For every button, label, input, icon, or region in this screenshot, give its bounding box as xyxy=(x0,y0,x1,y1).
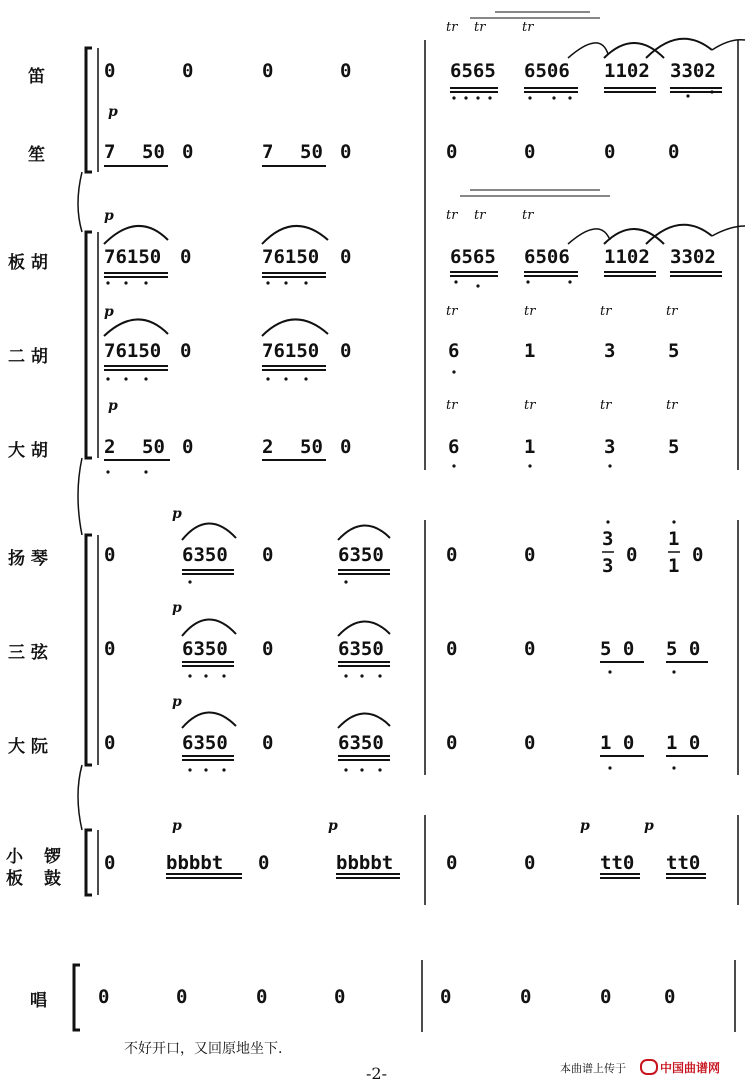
note: 3302 xyxy=(670,60,716,82)
note: bbbbt xyxy=(336,852,394,874)
note: 0 xyxy=(340,436,352,458)
note: 5 0 xyxy=(666,638,701,660)
note: 0 xyxy=(520,986,532,1008)
dynamic-p: p xyxy=(104,304,114,320)
note: 0 xyxy=(262,544,274,566)
trill-mark: tr xyxy=(446,20,458,35)
trill-mark: tr xyxy=(666,304,678,319)
note: 76150 xyxy=(104,246,162,268)
note: 6350 xyxy=(338,638,384,660)
note: 6506 xyxy=(524,60,570,82)
winds-bracket xyxy=(86,48,92,172)
note: 0 xyxy=(524,732,536,754)
note: 0 xyxy=(262,732,274,754)
note: 0 xyxy=(600,986,612,1008)
dynamic-p: p xyxy=(172,694,182,710)
note-chord-top: 1 xyxy=(668,528,680,550)
note: 0 xyxy=(340,246,352,268)
dynamic-p: p xyxy=(108,104,118,120)
note: 0 xyxy=(446,544,458,566)
note: 0 xyxy=(446,638,458,660)
dynamic-p: p xyxy=(580,818,590,834)
note-chord-top: 3 xyxy=(602,528,614,550)
note: 5 xyxy=(668,340,680,362)
note: 0 xyxy=(98,986,110,1008)
note: 0 xyxy=(524,638,536,660)
note: 0 xyxy=(182,141,194,163)
site-logo-icon xyxy=(640,1059,658,1075)
note: 0 xyxy=(180,340,192,362)
note: 0 xyxy=(262,638,274,660)
percussion-bracket xyxy=(86,830,92,895)
instrument-erhu: 二 胡 xyxy=(8,347,48,367)
trill-mark: tr xyxy=(600,398,612,413)
note: 0 xyxy=(182,60,194,82)
note: 3302 xyxy=(670,246,716,268)
brace-2 xyxy=(78,458,82,535)
trill-mark: tr xyxy=(446,398,458,413)
note: 0 xyxy=(664,986,676,1008)
footer-site-name[interactable]: 中国曲谱网 xyxy=(660,1061,721,1075)
note: 1102 xyxy=(604,60,650,82)
note: 50 xyxy=(300,436,323,458)
instrument-chang: 唱 xyxy=(30,991,47,1011)
note: 3 xyxy=(604,340,616,362)
note: 6350 xyxy=(182,544,228,566)
instrument-yangqin: 扬 琴 xyxy=(8,549,48,569)
note: 0 xyxy=(440,986,452,1008)
note: 0 xyxy=(182,436,194,458)
lyric-text: 不好开口，又回原地坐下. xyxy=(124,1041,283,1057)
note: 6565 xyxy=(450,246,496,268)
note: 0 xyxy=(524,141,536,163)
note: 0 xyxy=(104,60,116,82)
note: 0 xyxy=(692,544,704,566)
note-chord-bottom: 3 xyxy=(602,555,614,577)
note: 0 xyxy=(334,986,346,1008)
note: 0 xyxy=(446,141,458,163)
note: 0 xyxy=(340,141,352,163)
trill-mark: tr xyxy=(474,208,486,223)
instrument-sheng: 笙 xyxy=(28,145,45,165)
page-number: -2- xyxy=(366,1064,387,1083)
note: 6 xyxy=(448,436,460,458)
note: 6350 xyxy=(182,732,228,754)
plucked-bracket xyxy=(86,535,92,765)
note: bbbbt xyxy=(166,852,224,874)
note: 0 xyxy=(604,141,616,163)
note: 2 xyxy=(262,436,274,458)
note: 0 xyxy=(104,732,116,754)
note: 76150 xyxy=(104,340,162,362)
note: 76150 xyxy=(262,246,320,268)
note: 0 xyxy=(176,986,188,1008)
note: 6350 xyxy=(338,544,384,566)
instrument-luogu-1: 锣 xyxy=(44,847,61,867)
note: 0 xyxy=(524,852,536,874)
note: 3 xyxy=(604,436,616,458)
note: 0 xyxy=(446,852,458,874)
note: 0 xyxy=(524,544,536,566)
note: 50 xyxy=(300,141,323,163)
instrument-di: 笛 xyxy=(28,67,45,87)
note: 1102 xyxy=(604,246,650,268)
note: 0 xyxy=(446,732,458,754)
instrument-banhu: 板 胡 xyxy=(8,253,48,273)
trill-mark: tr xyxy=(600,304,612,319)
instrument-dahu: 大 胡 xyxy=(8,441,48,461)
dynamic-p: p xyxy=(644,818,654,834)
note-chord-bottom: 1 xyxy=(668,555,680,577)
note: 0 xyxy=(626,544,638,566)
note: 1 0 xyxy=(600,732,635,754)
note: 1 0 xyxy=(666,732,701,754)
note: 0 xyxy=(256,986,268,1008)
note: 50 xyxy=(142,436,165,458)
note: 6350 xyxy=(338,732,384,754)
strings-bracket xyxy=(86,232,92,458)
note: 0 xyxy=(104,852,116,874)
note: 0 xyxy=(668,141,680,163)
note: 5 0 xyxy=(600,638,635,660)
trill-mark: tr xyxy=(474,20,486,35)
brace-3 xyxy=(78,765,82,830)
note: 5 xyxy=(668,436,680,458)
instrument-sanxian: 三 弦 xyxy=(8,643,48,663)
dynamic-p: p xyxy=(172,600,182,616)
trill-mark: tr xyxy=(666,398,678,413)
note: 2 xyxy=(104,436,116,458)
note: tt0 xyxy=(600,852,635,874)
note: 6506 xyxy=(524,246,570,268)
dynamic-p: p xyxy=(104,208,114,224)
note: 0 xyxy=(340,60,352,82)
trill-mark: tr xyxy=(446,208,458,223)
instrument-daruan: 大 阮 xyxy=(8,737,48,757)
trill-mark: tr xyxy=(524,304,536,319)
note: 0 xyxy=(340,340,352,362)
note: 0 xyxy=(104,638,116,660)
note: 6350 xyxy=(182,638,228,660)
trill-mark: tr xyxy=(522,208,534,223)
note: tt0 xyxy=(666,852,701,874)
note: 6565 xyxy=(450,60,496,82)
trill-mark: tr xyxy=(446,304,458,319)
note: 0 xyxy=(180,246,192,268)
trill-mark: tr xyxy=(522,20,534,35)
note: 6 xyxy=(448,340,460,362)
instrument-luogu-2: 鼓 xyxy=(44,869,61,889)
dynamic-p: p xyxy=(108,398,118,414)
voice-bracket xyxy=(74,965,80,1030)
note: 50 xyxy=(142,141,165,163)
instrument-xiaoluo: 小 xyxy=(6,847,23,867)
dynamic-p: p xyxy=(172,506,182,522)
dynamic-p: p xyxy=(172,818,182,834)
footer-uploaded-text: 本曲谱上传于 xyxy=(560,1063,626,1075)
note: 7 xyxy=(104,141,116,163)
note: 1 xyxy=(524,436,536,458)
note: 0 xyxy=(104,544,116,566)
dynamic-p: p xyxy=(328,818,338,834)
instrument-ban: 板 xyxy=(6,869,23,889)
brace-1 xyxy=(78,172,82,232)
note: 76150 xyxy=(262,340,320,362)
trill-mark: tr xyxy=(524,398,536,413)
note: 0 xyxy=(258,852,270,874)
note: 7 xyxy=(262,141,274,163)
note: 1 xyxy=(524,340,536,362)
note: 0 xyxy=(262,60,274,82)
